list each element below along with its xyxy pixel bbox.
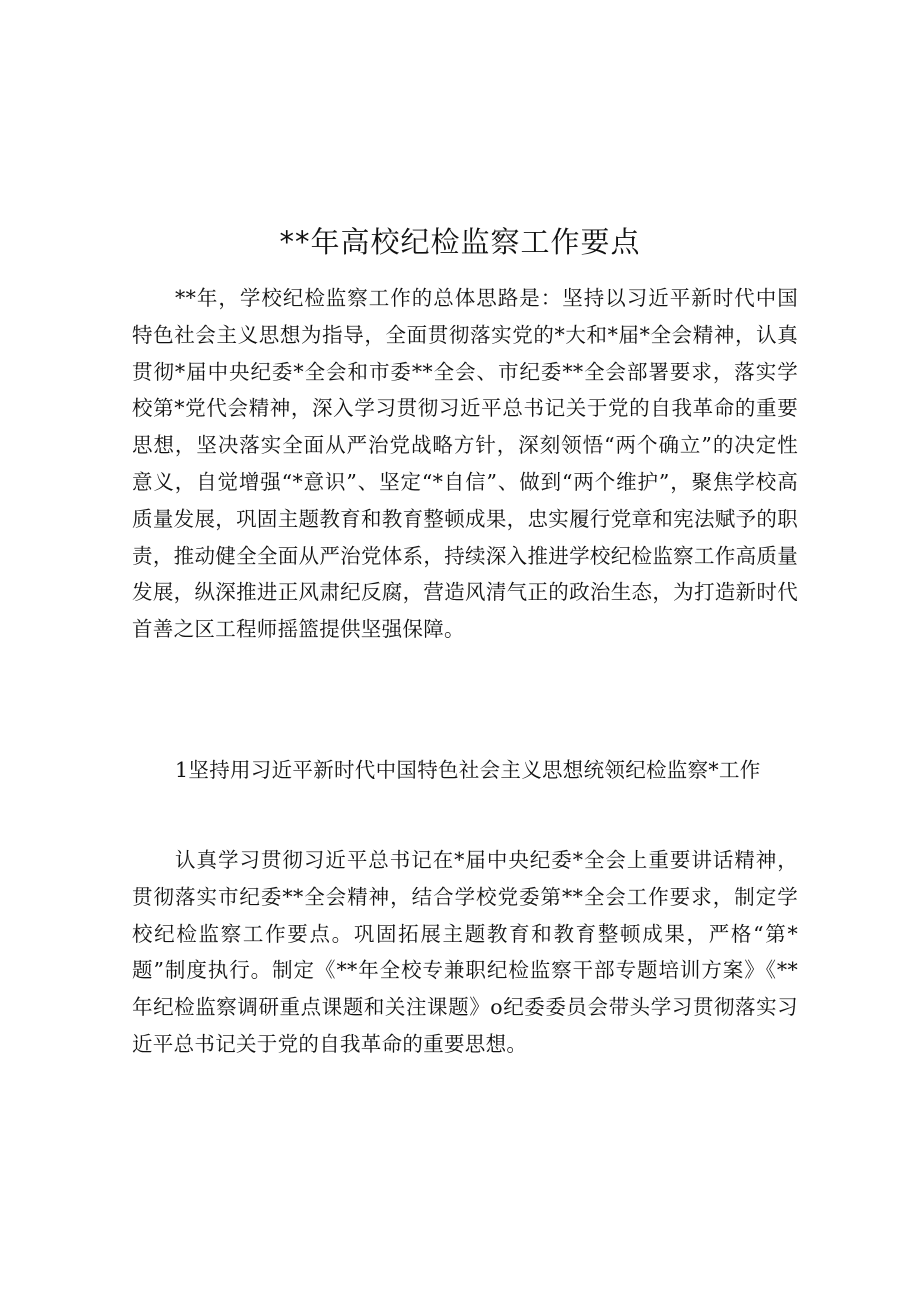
paragraph-section-1-body: 认真学习贯彻习近平总书记在*届中央纪委*全会上重要讲话精神，贯彻落实市纪委**全会精神，结合学校党委第**全会工作要求，制定学校纪检监察工作要点。巩固拓展主题教育和教育整顿成果，严格“第*题”制度执行。制定《**年全校专兼职纪检监察干部专题培训方案》《**年纪检监察调研重点课题和关注课题》o纪委委员会带头学习贯彻落实习近平总书记关于党的自我革命的重要思想。 (132, 848, 798, 1056)
section-heading-1: 1坚持用习近平新时代中国特色社会主义思想统领纪检监察*工作 (175, 758, 761, 782)
paragraph-overview: **年，学校纪检监察工作的总体思路是：坚持以习近平新时代中国特色社会主义思想为指导，全面贯彻落实党的*大和*届*全会精神，认真贯彻*届中央纪委*全会和市委**全会、市纪委**全会部署要求，落实学校第*党代会精神，深入学习贯彻习近平总书记关于党的自我革命的重要思想，坚决落实全面从严治党战略方针，深刻领悟“两个确立”的决定性意义，自觉增强“*意识”、坚定“*自信”、做到“两个维护”，聚焦学校高质量发展，巩固主题教育和教育整顿成果，忠实履行党章和宪法赋予的职责，推动健全全面从严治党体系，持续深入推进学校纪检监察工作高质量发展，纵深推进正风肃纪反腐，营造风清气正的政治生态，为打造新时代首善之区工程师摇篮提供坚强保障。 (132, 286, 798, 642)
document-title: **年高校纪检监察工作要点 (279, 225, 641, 259)
